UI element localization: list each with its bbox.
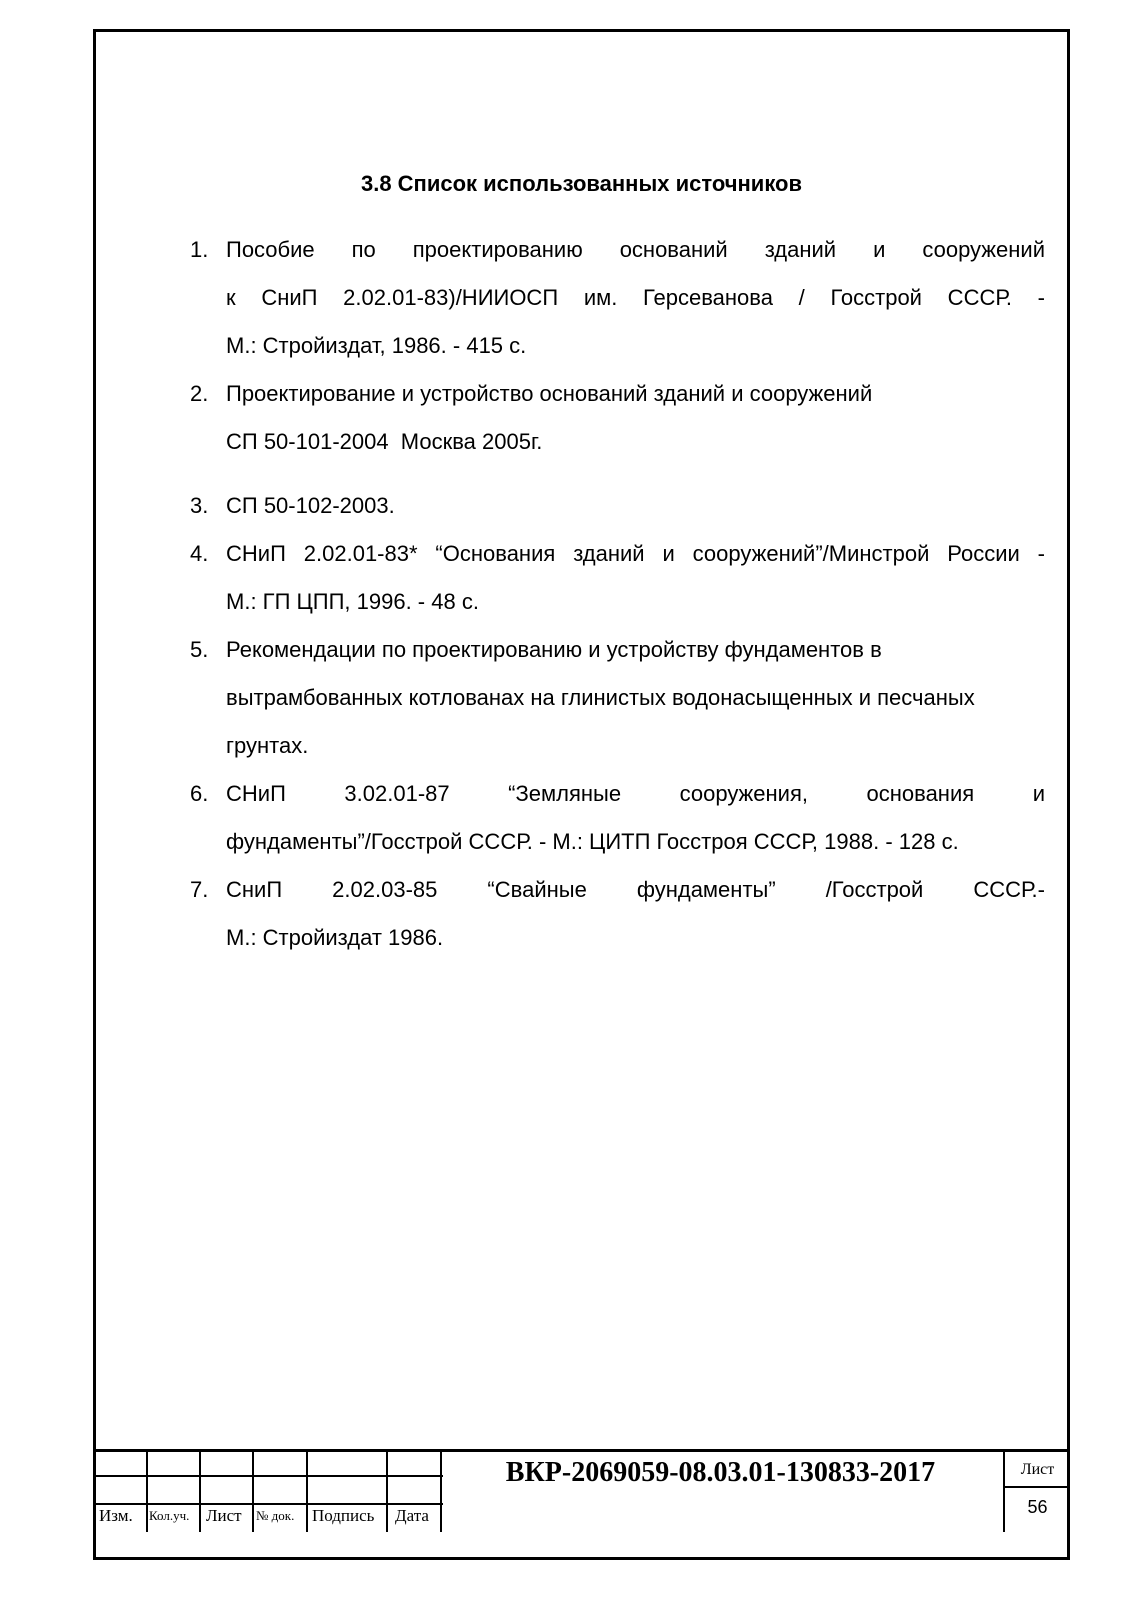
reference-item-3: [190, 482, 1045, 530]
stamp-column-divider: [252, 1449, 254, 1532]
reference-line: Пособие по проектированию оснований зданий и сооружений: [226, 237, 1045, 262]
reference-number: 4.: [190, 541, 209, 566]
stamp-column-divider: [306, 1449, 308, 1532]
reference-item-7: [190, 866, 1045, 962]
reference-line: грунтах.: [226, 733, 309, 758]
reference-number: 3.: [190, 493, 209, 518]
reference-line: к СниП 2.02.01-83)/НИИОСП им. Герсеванова / Госстрой СССР. -: [226, 285, 1045, 310]
sheet-number: 56: [1027, 1497, 1048, 1517]
reference-line: вытрамбованных котлованах на глинистых водонасыщенных и песчаных: [226, 685, 975, 710]
reference-line: Проектирование и устройство оснований зданий и сооружений: [226, 381, 873, 406]
stamp-top-border: [93, 1449, 1070, 1452]
reference-number: 6.: [190, 781, 209, 806]
stamp-caption-izm: Изм.: [99, 1506, 133, 1525]
stamp-caption-signature: Подпись: [312, 1506, 375, 1525]
reference-list: [190, 226, 1045, 962]
reference-number: 1.: [190, 237, 209, 262]
stamp-column-divider: [199, 1449, 201, 1532]
stamp-caption-kol-uch: Кол.уч.: [149, 1508, 190, 1523]
title-block: [93, 1449, 1070, 1560]
document-code: ВКР-2069059-08.03.01-130833-2017: [505, 1457, 936, 1488]
reference-number: 2.: [190, 381, 209, 406]
reference-line: СНиП 2.02.01-83* “Основания зданий и сооружений”/Минстрой России -: [226, 541, 1045, 566]
reference-item-6: [190, 770, 1045, 866]
reference-item-5: [190, 626, 1045, 770]
sheet-label: Лист: [1020, 1461, 1055, 1478]
reference-line: СНиП 3.02.01-87 “Земляные сооружения, основания и: [226, 781, 1045, 806]
reference-line: СниП 2.02.03-85 “Свайные фундаменты” /Госстрой СССР.-: [226, 877, 1045, 902]
reference-item-2: [190, 370, 1045, 466]
stamp-column-divider: [146, 1449, 148, 1532]
stamp-caption-doc-number: № док.: [256, 1508, 295, 1523]
stamp-column-divider: [440, 1449, 442, 1532]
reference-number: 5.: [190, 637, 209, 662]
reference-line: Рекомендации по проектированию и устройству фундаментов в: [226, 637, 882, 662]
reference-line: М.: ГП ЦПП, 1996. - 48 с.: [226, 589, 479, 614]
reference-line: М.: Стройиздат, 1986. - 415 с.: [226, 333, 527, 358]
reference-line: СП 50-102-2003.: [226, 493, 395, 518]
stamp-column-divider: [386, 1449, 388, 1532]
reference-line: СП 50-101-2004 Москва 2005г.: [226, 429, 543, 454]
stamp-sheet-divider: [1005, 1486, 1070, 1488]
reference-item-4: [190, 530, 1045, 626]
stamp-caption-list: Лист: [206, 1506, 242, 1525]
reference-number: 7.: [190, 877, 209, 902]
section-heading: 3.8 Список использованных источников: [360, 171, 803, 196]
stamp-caption-date: Дата: [395, 1506, 429, 1525]
reference-item-1: [190, 226, 1045, 370]
reference-line: фундаменты”/Госстрой СССР. - М.: ЦИТП Госстроя СССР, 1988. - 128 с.: [226, 829, 959, 854]
reference-line: М.: Стройиздат 1986.: [226, 925, 444, 950]
